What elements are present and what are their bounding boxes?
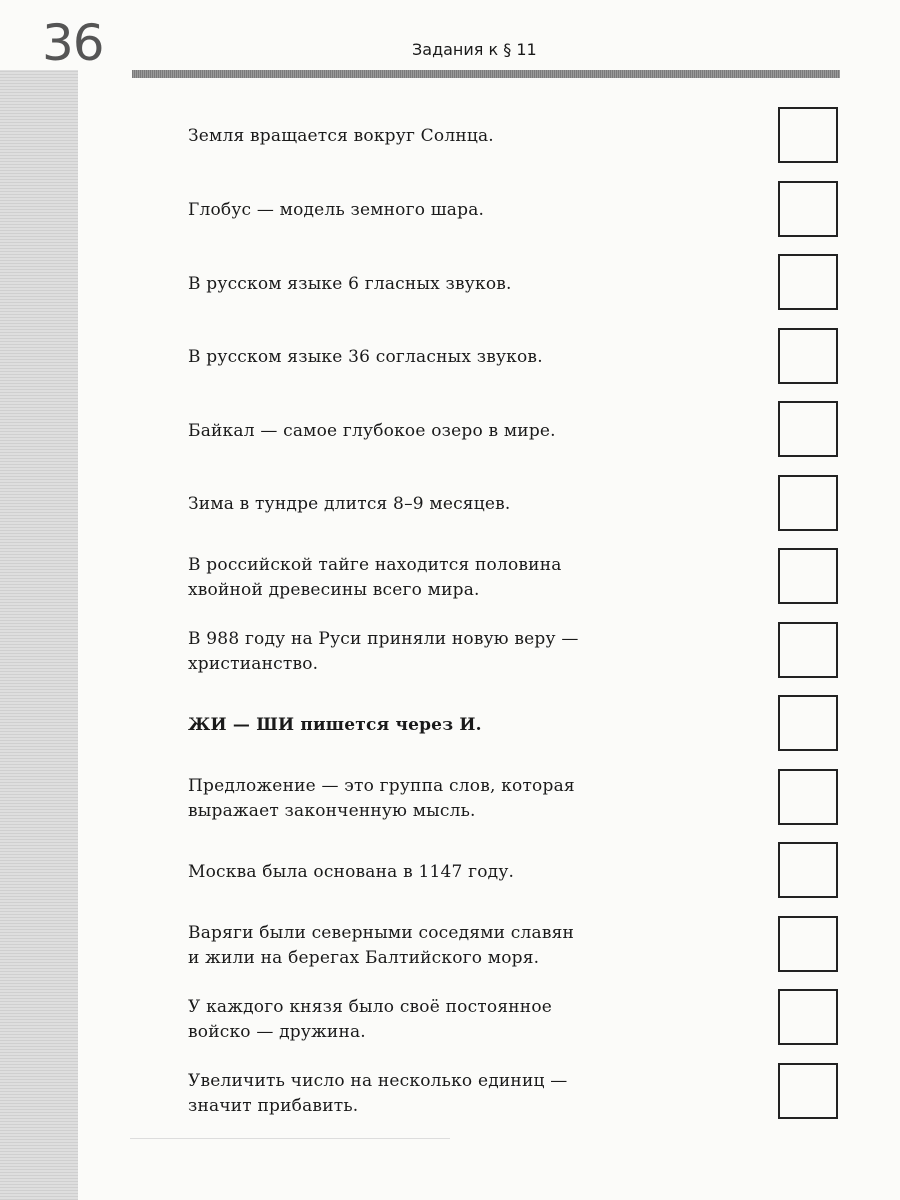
statement-row (188, 995, 788, 1045)
statement-row (188, 627, 788, 677)
answer-checkbox-10[interactable] (778, 769, 838, 825)
answer-checkbox-5[interactable] (778, 401, 838, 457)
answer-checkbox-8[interactable] (778, 622, 838, 678)
answer-checkbox-4[interactable] (778, 328, 838, 384)
statement-text: Глобус — модель земного шара. (188, 200, 485, 220)
statement-row (188, 492, 788, 517)
answer-checkbox-14[interactable] (778, 1063, 838, 1119)
answer-checkbox-2[interactable] (778, 181, 838, 237)
statement-text: ЖИ — ШИ пишется через И. (188, 715, 482, 735)
answer-checkbox-12[interactable] (778, 916, 838, 972)
statement-text: В русском языке 6 гласных звуков. (188, 274, 512, 294)
statement-row (188, 124, 788, 149)
statement-row (188, 921, 788, 971)
statement-text: В 988 году на Руси приняли новую веру — христианство. (188, 629, 579, 674)
answer-checkbox-6[interactable] (778, 475, 838, 531)
answer-checkbox-3[interactable] (778, 254, 838, 310)
statement-row (188, 419, 788, 444)
statement-row (188, 1069, 788, 1119)
statement-row (188, 774, 788, 824)
statement-row (188, 553, 788, 603)
statement-row (188, 272, 788, 297)
answer-checkbox-13[interactable] (778, 989, 838, 1045)
answer-checkbox-1[interactable] (778, 107, 838, 163)
answer-checkbox-11[interactable] (778, 842, 838, 898)
statement-text: Увеличить число на несколько единиц — значит прибавить. (188, 1071, 568, 1116)
statement-row (188, 198, 788, 223)
page-number: 36 (42, 14, 104, 72)
page-title: Задания к § 11 (412, 40, 537, 59)
statement-text: Зима в тундре длится 8–9 месяцев. (188, 494, 511, 514)
statement-text: В российской тайге находится половина хвойной древесины всего мира. (188, 555, 562, 600)
statement-text: Земля вращается вокруг Солнца. (188, 126, 494, 146)
statement-text: У каждого князя было своё постоянное войско — дружина. (188, 997, 553, 1042)
statement-text: Варяги были северными соседями славян и жили на берегах Балтийского моря. (188, 923, 575, 968)
statement-row (188, 713, 788, 738)
statement-text: В русском языке 36 согласных звуков. (188, 347, 543, 367)
statement-text: Москва была основана в 1147 году. (188, 862, 515, 882)
answer-checkbox-9[interactable] (778, 695, 838, 751)
statement-row (188, 860, 788, 885)
answer-checkbox-7[interactable] (778, 548, 838, 604)
footer-divider (130, 1138, 450, 1139)
statement-text: Предложение — это группа слов, которая выражает законченную мысль. (188, 776, 575, 821)
statement-row (188, 345, 788, 370)
statement-text: Байкал — самое глубокое озеро в мире. (188, 421, 556, 441)
